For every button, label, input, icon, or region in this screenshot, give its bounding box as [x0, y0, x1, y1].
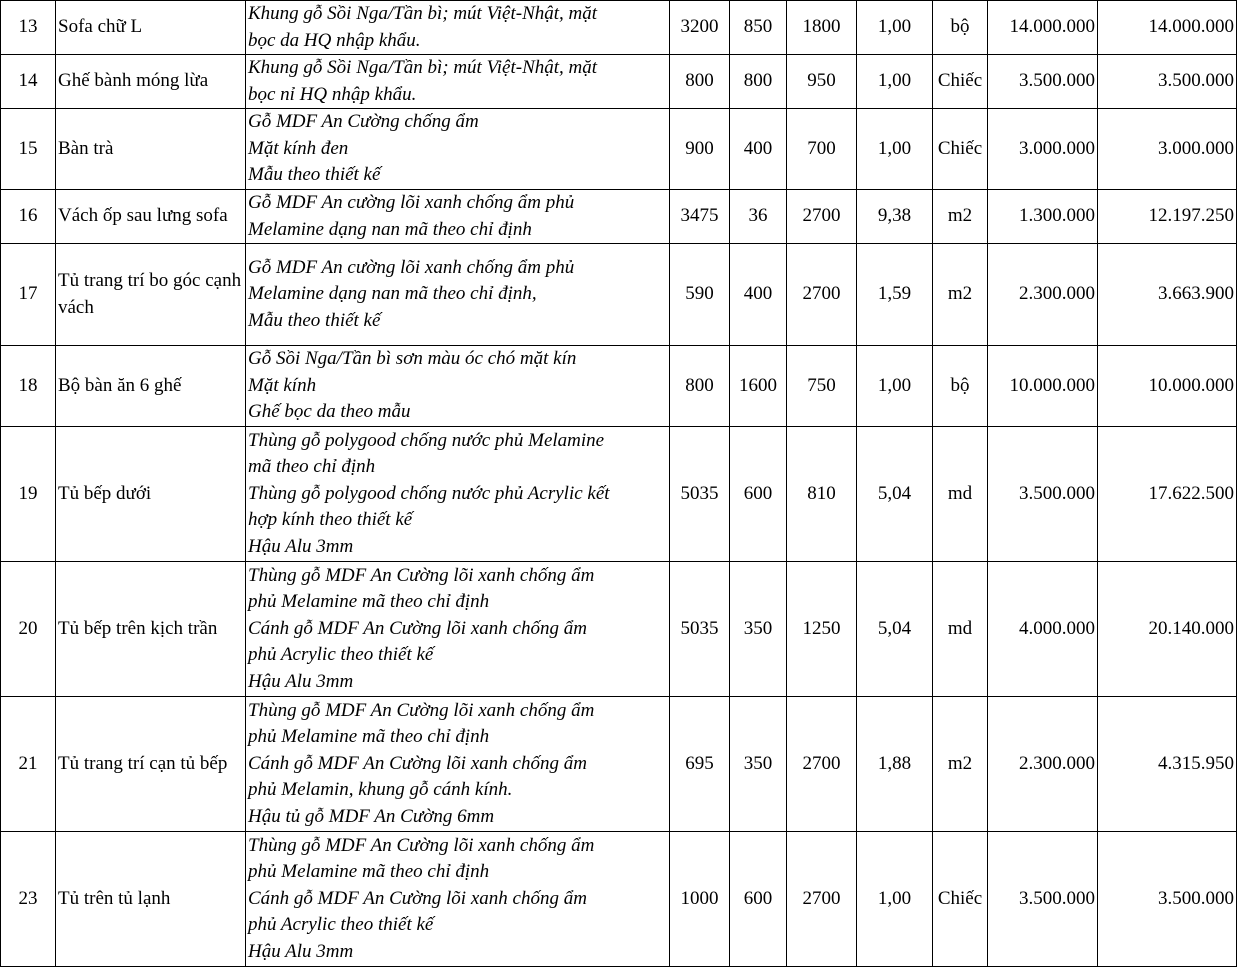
unit-price: 2.300.000 [988, 244, 1098, 346]
width-mm: 350 [730, 562, 787, 697]
item-description [246, 109, 670, 190]
description-line: Cánh gỗ MDF An Cường lõi xanh chống ẩm [248, 752, 587, 774]
quantity: 1,00 [857, 346, 933, 427]
description-line: phủ Melamine mã theo chỉ định [248, 591, 490, 613]
item-description [246, 832, 670, 967]
line-total: 12.197.250 [1098, 190, 1237, 244]
unit: Chiếc [933, 109, 988, 190]
unit: Chiếc [933, 55, 988, 109]
unit-price: 3.500.000 [988, 427, 1098, 562]
description-line: Mẫu theo thiết kế [248, 164, 381, 186]
item-description [246, 1, 670, 55]
row-number: 17 [1, 244, 56, 346]
table-row [1, 55, 1237, 109]
quantity: 1,88 [857, 697, 933, 832]
quantity: 9,38 [857, 190, 933, 244]
width-mm: 600 [730, 832, 787, 967]
unit: m2 [933, 697, 988, 832]
unit: bộ [933, 346, 988, 427]
description-line: Mặt kính đen [248, 137, 349, 159]
description-line: Cánh gỗ MDF An Cường lõi xanh chống ẩm [248, 617, 587, 639]
unit: bộ [933, 1, 988, 55]
table-row [1, 832, 1237, 967]
item-name: Bàn trà [56, 109, 246, 190]
description-line: phủ Melamin, khung gỗ cánh kính. [248, 779, 513, 801]
length-mm: 3200 [670, 1, 730, 55]
description-line: Hậu Alu 3mm [248, 535, 354, 557]
table-row [1, 1, 1237, 55]
item-name: Tủ trang trí cạn tủ bếp [56, 697, 246, 832]
quantity: 1,00 [857, 109, 933, 190]
height-mm: 1250 [787, 562, 857, 697]
line-total: 14.000.000 [1098, 1, 1237, 55]
height-mm: 810 [787, 427, 857, 562]
table-row [1, 190, 1237, 244]
height-mm: 700 [787, 109, 857, 190]
description-line: Mẫu theo thiết kế [248, 309, 381, 331]
item-description [246, 190, 670, 244]
description-line: Hậu tủ gỗ MDF An Cường 6mm [248, 805, 495, 827]
width-mm: 1600 [730, 346, 787, 427]
description-line: Cánh gỗ MDF An Cường lõi xanh chống ẩm [248, 887, 587, 909]
description-line: Melamine dạng nan mã theo chỉ định [248, 218, 532, 240]
description-line: Gỗ MDF An Cường chống ẩm [248, 111, 479, 133]
description-line: bọc da HQ nhập khẩu. [248, 29, 421, 51]
quantity: 1,59 [857, 244, 933, 346]
height-mm: 950 [787, 55, 857, 109]
description-line: phủ Acrylic theo thiết kế [248, 914, 434, 936]
item-name: Tủ trên tủ lạnh [56, 832, 246, 967]
length-mm: 800 [670, 55, 730, 109]
line-total: 3.500.000 [1098, 55, 1237, 109]
unit: md [933, 427, 988, 562]
width-mm: 400 [730, 109, 787, 190]
row-number: 19 [1, 427, 56, 562]
description-line: Khung gỗ Sồi Nga/Tần bì; mút Việt-Nhật, mặt [248, 57, 598, 78]
item-name: Vách ốp sau lưng sofa [56, 190, 246, 244]
item-name: Tủ trang trí bo góc cạnh vách [56, 244, 246, 346]
line-total: 3.500.000 [1098, 832, 1237, 967]
length-mm: 695 [670, 697, 730, 832]
description-line: Hậu Alu 3mm [248, 670, 354, 692]
quantity: 1,00 [857, 832, 933, 967]
quantity: 5,04 [857, 562, 933, 697]
description-line: Thùng gỗ polygood chống nước phủ Melamine [248, 429, 605, 451]
line-total: 17.622.500 [1098, 427, 1237, 562]
row-number: 21 [1, 697, 56, 832]
length-mm: 590 [670, 244, 730, 346]
unit-price: 4.000.000 [988, 562, 1098, 697]
width-mm: 36 [730, 190, 787, 244]
height-mm: 2700 [787, 190, 857, 244]
item-name: Ghế bành móng lừa [56, 55, 246, 109]
length-mm: 800 [670, 346, 730, 427]
item-description [246, 244, 670, 346]
height-mm: 2700 [787, 697, 857, 832]
row-number: 14 [1, 55, 56, 109]
unit: md [933, 562, 988, 697]
line-total: 20.140.000 [1098, 562, 1237, 697]
unit-price: 3.500.000 [988, 55, 1098, 109]
row-number: 23 [1, 832, 56, 967]
description-line: Gỗ Sồi Nga/Tần bì sơn màu óc chó mặt kín [248, 348, 577, 370]
table-row [1, 109, 1237, 190]
description-line: bọc nỉ HQ nhập khẩu. [248, 83, 417, 105]
description-line: Thùng gỗ MDF An Cường lõi xanh chống ẩm [248, 699, 595, 721]
row-number: 15 [1, 109, 56, 190]
row-number: 16 [1, 190, 56, 244]
unit-price: 10.000.000 [988, 346, 1098, 427]
width-mm: 350 [730, 697, 787, 832]
description-line: phủ Melamine mã theo chỉ định [248, 861, 490, 883]
description-line: Mặt kính [248, 374, 317, 396]
height-mm: 2700 [787, 832, 857, 967]
quantity: 5,04 [857, 427, 933, 562]
description-line: Gỗ MDF An cường lõi xanh chống ẩm phủ [248, 256, 575, 278]
table-body [1, 1, 1237, 967]
table-row [1, 244, 1237, 346]
description-line: Gỗ MDF An cường lõi xanh chống ẩm phủ [248, 192, 575, 213]
item-name: Sofa chữ L [56, 1, 246, 55]
row-number: 13 [1, 1, 56, 55]
item-name: Bộ bàn ăn 6 ghế [56, 346, 246, 427]
description-line: hợp kính theo thiết kế [248, 509, 413, 531]
line-total: 10.000.000 [1098, 346, 1237, 427]
width-mm: 800 [730, 55, 787, 109]
description-line: Thùng gỗ MDF An Cường lõi xanh chống ẩm [248, 834, 595, 856]
item-description [246, 562, 670, 697]
line-total: 4.315.950 [1098, 697, 1237, 832]
description-line: phủ Melamine mã theo chỉ định [248, 726, 490, 748]
description-line: Thùng gỗ polygood chống nước phủ Acrylic kết [248, 482, 610, 504]
table-row [1, 562, 1237, 697]
height-mm: 1800 [787, 1, 857, 55]
unit: m2 [933, 190, 988, 244]
row-number: 20 [1, 562, 56, 697]
table-row [1, 346, 1237, 427]
description-line: phủ Acrylic theo thiết kế [248, 644, 434, 666]
unit-price: 3.000.000 [988, 109, 1098, 190]
length-mm: 1000 [670, 832, 730, 967]
height-mm: 2700 [787, 244, 857, 346]
item-description [246, 427, 670, 562]
quantity: 1,00 [857, 55, 933, 109]
unit: Chiếc [933, 832, 988, 967]
width-mm: 400 [730, 244, 787, 346]
item-name: Tủ bếp dưới [56, 427, 246, 562]
table-row [1, 697, 1237, 832]
description-line: Ghế bọc da theo mẫu [248, 401, 411, 423]
item-description [246, 346, 670, 427]
item-description [246, 697, 670, 832]
width-mm: 600 [730, 427, 787, 562]
width-mm: 850 [730, 1, 787, 55]
length-mm: 5035 [670, 562, 730, 697]
table-row [1, 427, 1237, 562]
unit-price: 3.500.000 [988, 832, 1098, 967]
height-mm: 750 [787, 346, 857, 427]
item-name: Tủ bếp trên kịch trần [56, 562, 246, 697]
unit-price: 2.300.000 [988, 697, 1098, 832]
unit-price: 14.000.000 [988, 1, 1098, 55]
length-mm: 5035 [670, 427, 730, 562]
row-number: 18 [1, 346, 56, 427]
unit-price: 1.300.000 [988, 190, 1098, 244]
description-line: Khung gỗ Sồi Nga/Tần bì; mút Việt-Nhật, mặt [248, 3, 598, 24]
length-mm: 3475 [670, 190, 730, 244]
description-line: mã theo chỉ định [248, 456, 376, 478]
description-line: Thùng gỗ MDF An Cường lõi xanh chống ẩm [248, 564, 595, 586]
line-total: 3.000.000 [1098, 109, 1237, 190]
quantity: 1,00 [857, 1, 933, 55]
description-line: Melamine dạng nan mã theo chỉ định, [248, 283, 537, 305]
description-line: Hậu Alu 3mm [248, 940, 354, 962]
item-description [246, 55, 670, 109]
line-total: 3.663.900 [1098, 244, 1237, 346]
unit: m2 [933, 244, 988, 346]
length-mm: 900 [670, 109, 730, 190]
